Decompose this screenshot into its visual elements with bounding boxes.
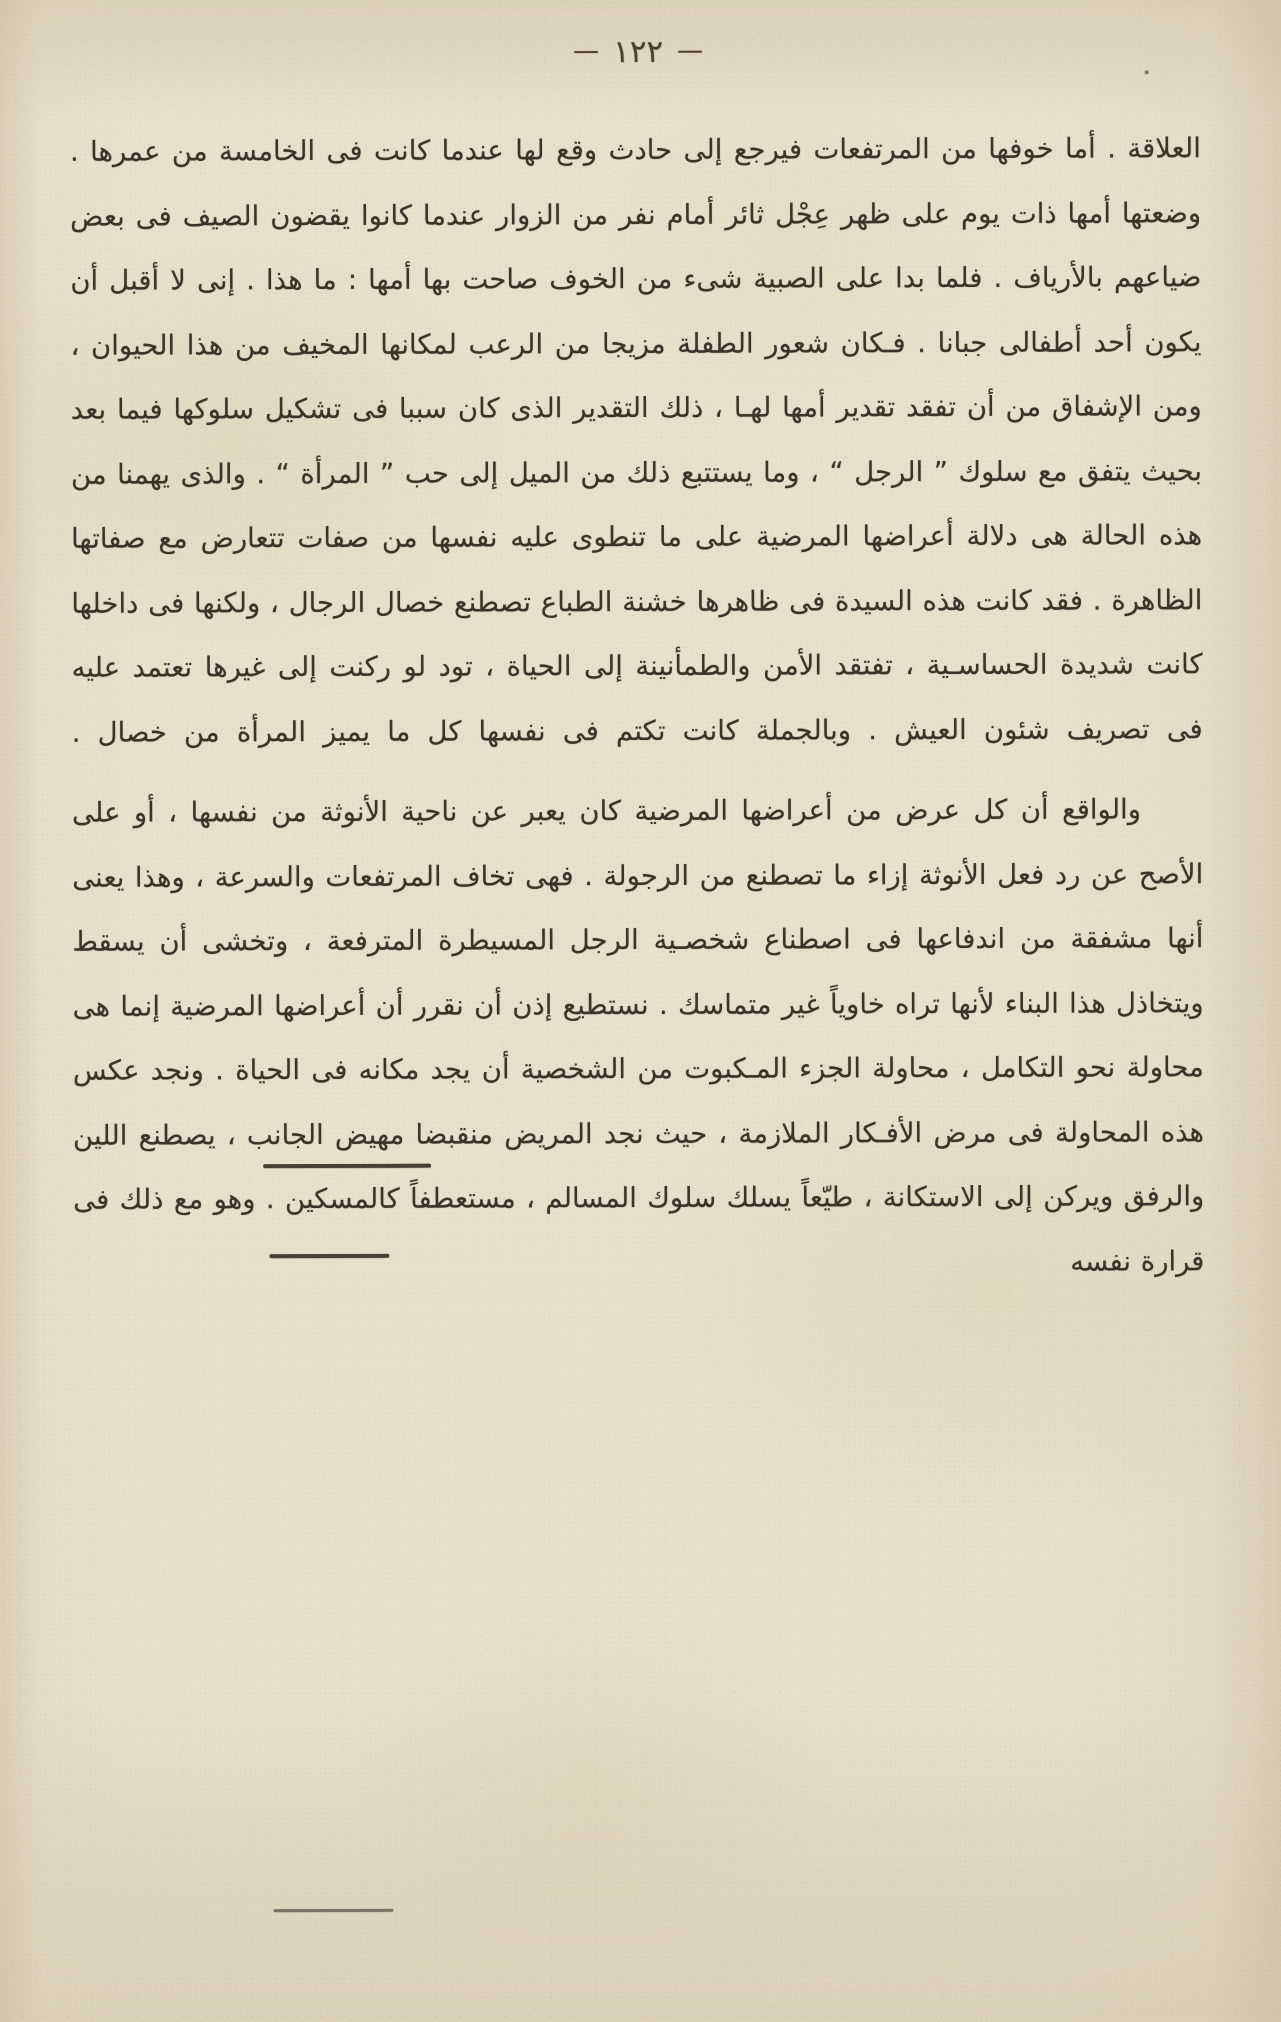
underline-mark-3 [273,1909,393,1912]
ink-speck [1145,70,1149,74]
paragraph-1: العلاقة . أما خوفها من المرتفعات فيرجع إلى حادث وقع لها عندما كانت فى الخامسة من عمرها . وضعتها أمها ذات يوم على ظهر عِجْل ثائر أمام نفر من الزوار عندما كانوا يقضون الصيف فى بعض ضياعهم بالأرياف . فلما بدا على الصبية شىء من الخوف صاحت بها أمها : ما هذا . إنى لا أقبل أن يكون أحد أطفالى جبانا . فـكان شعور الطفلة مزيجا من الرعب لمكانها المخيف من هذا الحيوان ، ومن الإشفاق من أن تفقد تقدير أمها لهـا ، ذلك التقدير الذى كان سببا فى تشكيل سلوكها فيما بعد بحيث يتفق مع سلوك ” الرجل “ ، وما يستتبع ذلك من الميل إلى حب ” المرأة “ . والذى يهمنا من هذه الحالة هى دلالة أعراضها المرضية على ما تنطوى عليه نفسها من صفات تتعارض مع صفاتها الظاهرة . فقد كانت هذه السيدة فى ظاهرها خشنة الطباع تصطنع خصال الرجال ، ولكنها فى داخلها كانت شديدة الحساسـية ، تفتقد الأمن والطمأنينة إلى الحياة ، تود لو ركنت إلى غيرها تعتمد عليه فى تصريف شئون العيش . وبالجملة كانت تكتم فى نفسها كل ما يميز المرأة من خصال . [69,132,1203,749]
underline-mark-1 [263,1164,431,1169]
running-head-right-dash: — [573,36,600,67]
underline-mark-2 [269,1254,389,1258]
running-head-left-dash: — [677,35,704,66]
body-text [70,116,1205,1297]
page-number: ١٢٢ [613,33,664,71]
running-head [0,32,1279,72]
paragraph-2: والواقع أن كل عرض من أعراضها المرضية كان يعبر عن ناحية الأنوثة من نفسها ، أو على الأصح عن رد فعل الأنوثة إزاء ما تصطنع من الرجولة . فهى تخاف المرتفعات والسرعة ، وهذا يعنى أنها مشفقة من اندفاعها فى اصطناع شخصـية الرجل المسيطرة المترفعة ، وتخشى أن يسقط ويتخاذل هذا البناء لأنها تراه خاوياً غير متماسك . نستطيع إذن أن نقرر أن أعراضها المرضية إنما هى محاولة نحو التكامل ، محاولة الجزء المـكبوت من الشخصية أن يجد مكانه فى الحياة . ونجد عكس هذه المحاولة فى مرض الأفـكار الملازمة ، حيث نجد المريض منقبضا مهيض الجانب ، يصطنع اللين والرفق ويركن إلى الاستكانة ، طيّعاً يسلك سلوك المسالم ، مستعطفاً كالمسكين . وهو مع ذلك فى قرارة نفسه [71,793,1205,1278]
